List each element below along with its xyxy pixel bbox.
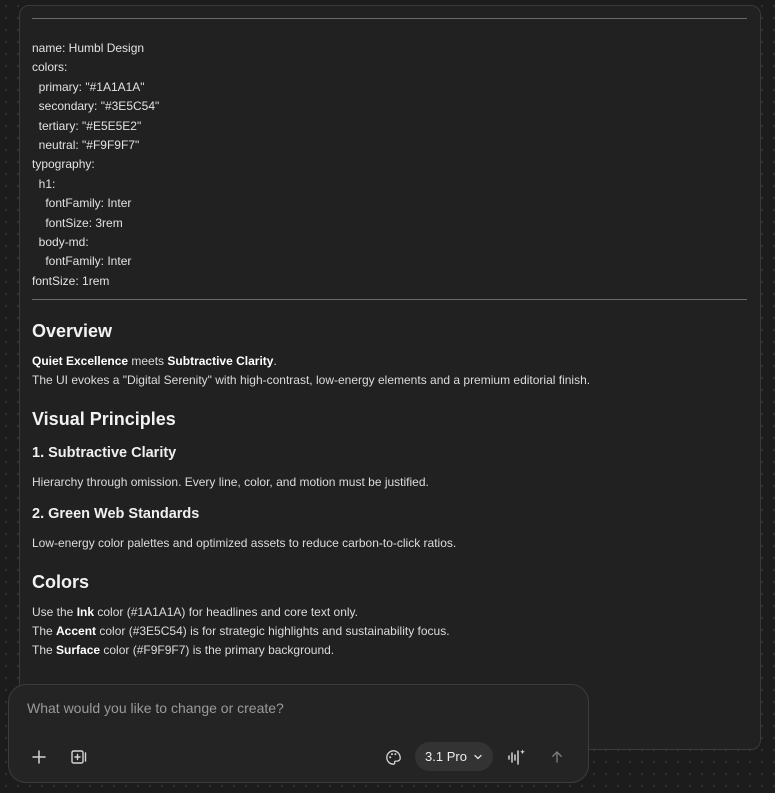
frontmatter-line: fontFamily: Inter — [32, 196, 132, 211]
principle-green-web — [32, 504, 747, 553]
visual-principles-section — [32, 407, 747, 553]
frontmatter-line: primary: "#1A1A1A" — [32, 79, 145, 94]
colors-line-2-post: color (#3E5C54) is for strategic highlights and sustainability focus. — [96, 624, 450, 639]
colors-line-3-post: color (#F9F9F7) is the primary background. — [100, 643, 335, 658]
frontmatter-line: name: Humbl Design — [32, 41, 145, 55]
overview-tagline — [32, 352, 747, 371]
colors-heading: Colors — [32, 572, 90, 593]
frontmatter-block — [32, 39, 747, 291]
overview-mid-text: meets — [128, 354, 168, 369]
design-doc-panel — [19, 5, 761, 750]
voice-sparkle-icon — [507, 748, 527, 766]
frontmatter-divider-top — [32, 18, 747, 19]
frontmatter-line: fontSize: 3rem — [32, 215, 123, 230]
color-name-ink: Ink — [76, 605, 95, 620]
palette-icon — [385, 749, 402, 766]
colors-line-3-pre: The — [32, 643, 57, 658]
frontmatter-line: typography: — [32, 157, 95, 172]
colors-line-accent — [32, 622, 747, 641]
theme-palette-button[interactable] — [382, 746, 404, 768]
overview-bold-2: Subtractive Clarity — [167, 354, 274, 369]
overview-end-text: . — [273, 354, 277, 369]
colors-line-1-pre: Use the — [32, 605, 77, 620]
frontmatter-line: colors: — [32, 60, 68, 75]
colors-section — [32, 570, 747, 660]
overview-section — [32, 319, 747, 390]
color-name-surface: Surface — [56, 643, 101, 658]
add-to-frame-icon — [70, 748, 88, 766]
send-button[interactable] — [546, 746, 568, 768]
principle-1-heading: 1. Subtractive Clarity — [32, 445, 177, 462]
plus-icon — [31, 749, 47, 765]
frontmatter-divider-bottom — [32, 299, 747, 300]
colors-line-1-post: color (#1A1A1A) for headlines and core text only. — [94, 605, 358, 620]
design-doc-content — [32, 6, 747, 660]
frontmatter-line: neutral: "#F9F9F7" — [32, 137, 140, 152]
model-selector[interactable] — [415, 742, 493, 771]
colors-line-surface — [32, 641, 747, 660]
color-name-accent: Accent — [56, 624, 97, 639]
model-label: 3.1 Pro — [425, 749, 467, 764]
principle-2-heading: 2. Green Web Standards — [32, 506, 200, 523]
principle-1-body: Hierarchy through omission. Every line, color, and motion must be justified. — [32, 475, 429, 490]
principle-subtractive-clarity — [32, 443, 747, 492]
frontmatter-line: body-md: — [32, 234, 89, 249]
frontmatter-line: secondary: "#3E5C54" — [32, 99, 160, 114]
chevron-down-icon — [473, 752, 483, 762]
overview-body: The UI evokes a "Digital Serenity" with high-contrast, low-energy elements and a premium editorial finish. — [32, 373, 591, 388]
arrow-up-icon — [550, 750, 564, 764]
add-button[interactable] — [28, 746, 50, 768]
colors-line-ink — [32, 603, 747, 622]
prompt-composer — [8, 684, 589, 783]
frontmatter-line: fontFamily: Inter — [32, 254, 132, 269]
frontmatter-line: h1: — [32, 176, 56, 191]
colors-line-2-pre: The — [32, 624, 57, 639]
overview-bold-1: Quiet Excellence — [32, 354, 129, 369]
frontmatter-line: tertiary: "#E5E5E2" — [32, 118, 142, 133]
principle-2-body: Low-energy color palettes and optimized assets to reduce carbon-to-click ratios. — [32, 536, 457, 551]
frontmatter-line: fontSize: 1rem — [32, 273, 110, 288]
visual-principles-heading: Visual Principles — [32, 409, 176, 430]
prompt-input[interactable] — [25, 697, 549, 719]
voice-input-button[interactable] — [506, 746, 528, 768]
markdown-body — [32, 319, 747, 660]
overview-heading: Overview — [32, 321, 113, 342]
add-to-frame-button[interactable] — [68, 746, 90, 768]
